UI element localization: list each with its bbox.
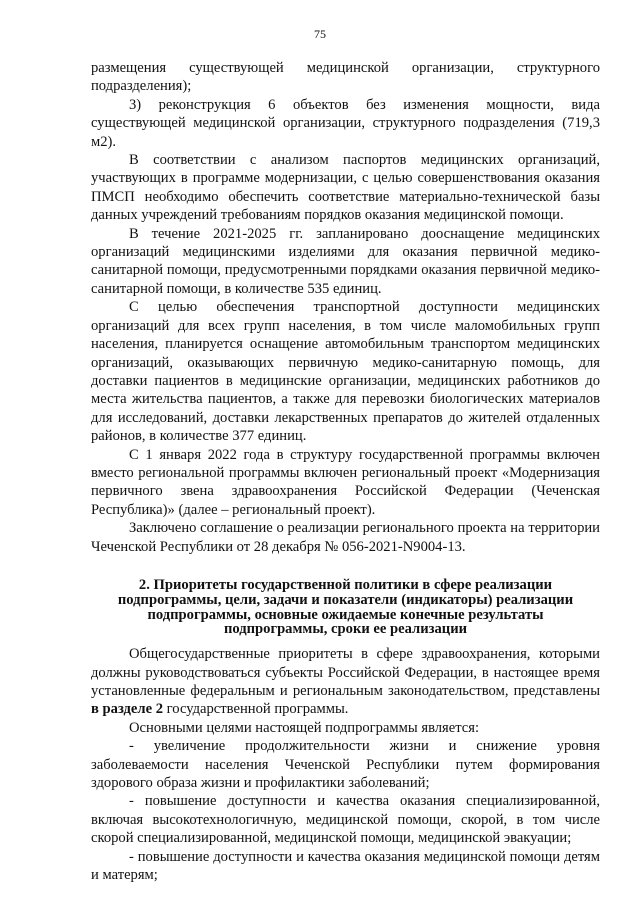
paragraph: размещения существующей медицинской организации, структурного подразделения);: [91, 60, 600, 95]
paragraph: 3) реконструкция 6 объектов без изменения мощности, вида существующей медицинской организации, структурного подразделения (719,3 м2).: [91, 96, 600, 150]
goal-item: - повышение доступности и качества оказания медицинской помощи детям и матерям;: [91, 848, 600, 884]
document-body: [91, 59, 600, 884]
section-reference: в разделе 2: [91, 701, 164, 718]
priorities-text: Общегосударственные приоритеты в сфере здравоохранения, которыми должны руководствоваться субъекты Российской Федерации, в настоящее время установленные федеральным и региональным законодательством, представлены: [91, 646, 600, 699]
priorities-paragraph: [91, 645, 600, 719]
priorities-text-end: государственной программы.: [163, 701, 349, 718]
goals-intro: Основными целями настоящей подпрограммы является:: [129, 719, 480, 736]
section-heading-line: подпрограммы, сроки ее реализации: [223, 621, 468, 638]
goal-item: - увеличение продолжительности жизни и снижение уровня заболеваемости населения Чеченской Республики путем формирования здорового образа жизни и профилактики заболеваний;: [91, 738, 600, 791]
section-heading-line: подпрограммы, основные ожидаемые конечные результаты: [147, 606, 544, 623]
paragraph: В течение 2021-2025 гг. запланировано дооснащение медицинских организаций медицинскими изделиями для оказания первичной медико-санитарной помощи, предусмотренными порядками оказания первичной медико-санитарной помощи, в количестве 535 единиц.: [91, 225, 600, 297]
goal-item: - повышение доступности и качества оказания специализированной, включая высокотехнологичную, медицинской помощи, скорой, в том числе скорой специализированной, медицинской помощи, медицинской эвакуации;: [91, 793, 600, 847]
paragraph: С целью обеспечения транспортной доступности медицинских организаций для всех групп населения, в том числе маломобильных групп населения, планируется оснащение автомобильным транспортом медицинских организаций, оказывающих первичную медико-санитарную помощь, для доставки пациентов в медицинские организации, медицинских работников до места жительства пациентов, а также для перевозки биологических материалов для исследований, доставки лекарственных препаратов до жителей отдаленных районов, в количестве 377 единиц.: [91, 299, 600, 445]
paragraph: С 1 января 2022 года в структуру государственной программы включен вместо региональной программы включен региональный проект «Модернизация первичного звена здравоохранения Российской Федерации (Чеченская Республика)» (далее – региональный проект).: [91, 446, 600, 518]
paragraph: Заключено соглашение о реализации регионального проекта на территории Чеченской Республики от 28 декабря № 056-2021-N9004-13.: [91, 520, 600, 555]
paragraph: В соответствии с анализом паспортов медицинских организаций, участвующих в программе модернизации, с целью совершенствования оказания ПМСП необходимо обеспечить соответствие материально-технической базы данных учреждений требованиям порядков оказания медицинской помощи.: [91, 152, 600, 224]
page-number: 75: [314, 27, 326, 41]
section-heading-line: 2. Приоритеты государственной политики в сфере реализации: [138, 576, 553, 593]
section-heading-line: подпрограммы, цели, задачи и показатели (индикаторы) реализации: [117, 591, 574, 608]
section-heading: [91, 578, 600, 637]
